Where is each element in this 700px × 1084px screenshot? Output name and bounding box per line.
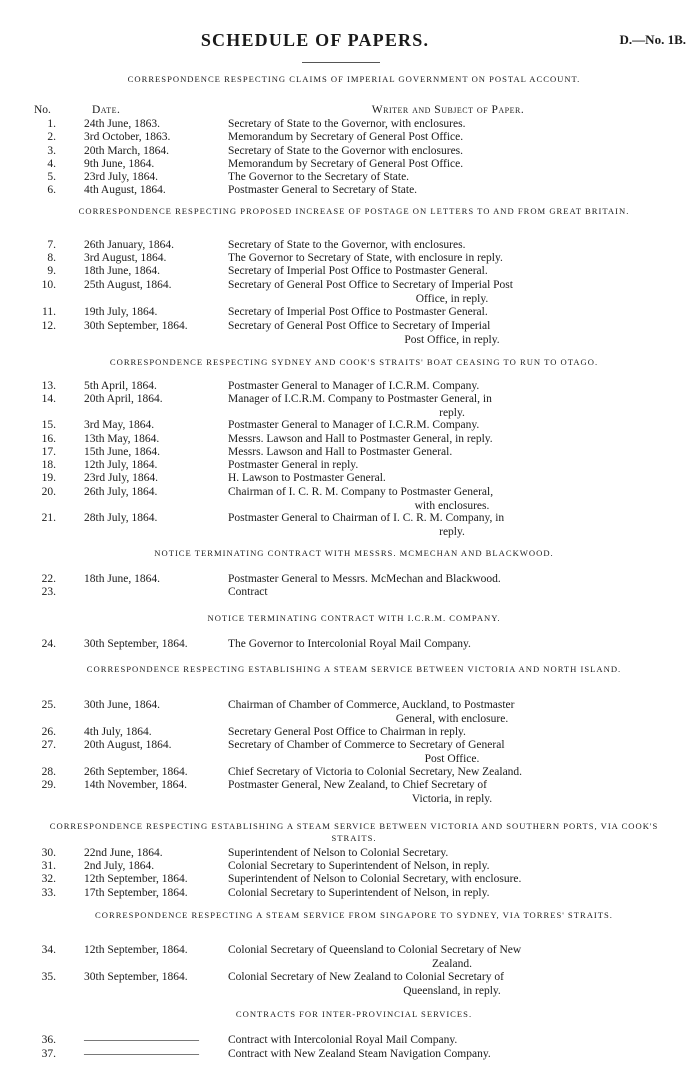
entry-description <box>228 446 676 460</box>
entry-description <box>228 887 676 901</box>
description-line: Secretary of Imperial Post Office to Postmaster General. <box>228 265 488 277</box>
entry-number: 30. <box>41 847 56 859</box>
description-continuation: Office, in reply. <box>415 292 489 305</box>
entry-date: 19th July, 1864. <box>84 306 158 318</box>
entry-description <box>228 433 676 447</box>
description-line: Secretary General Post Office to Chairman in reply. <box>228 726 466 738</box>
description-line: The Governor to Intercolonial Royal Mail Company. <box>228 638 471 650</box>
description-continuation: Post Office, in reply. <box>404 333 500 346</box>
entry-number: 36. <box>41 1034 56 1046</box>
entry-description <box>228 847 676 861</box>
entry-number: 19. <box>41 472 56 484</box>
entry-description <box>228 145 676 159</box>
entry-description <box>228 486 676 513</box>
description-line: Superintendent of Nelson to Colonial Secretary, with enclosure. <box>228 873 522 885</box>
entry-number: 17. <box>41 446 56 458</box>
entry-number: 37. <box>41 1048 56 1060</box>
entry-number: 29. <box>41 779 56 791</box>
entry-number: 26. <box>41 726 56 738</box>
entry-date: 28th July, 1864. <box>84 512 158 524</box>
entry-description <box>228 586 676 600</box>
entry-date: —————————— <box>84 1034 199 1046</box>
description-line: Colonial Secretary of Queensland to Colonial Secretary of New <box>228 944 522 956</box>
entry-number: 35. <box>41 971 56 983</box>
description-line: H. Lawson to Postmaster General. <box>228 472 386 484</box>
title-divider <box>302 62 380 63</box>
entry-date: 30th September, 1864. <box>84 320 188 332</box>
entry-description <box>228 265 676 279</box>
entry-description <box>228 171 676 185</box>
entry-description <box>228 779 676 806</box>
description-line: Postmaster General to Chairman of I. C. R. M. Company, in <box>228 512 505 524</box>
entry-date: 5th April, 1864. <box>84 380 157 392</box>
description-line: Postmaster General, New Zealand, to Chief Secretary of <box>228 779 487 791</box>
entry-number: 18. <box>41 459 56 471</box>
entry-number: 13. <box>41 380 56 392</box>
entry-description <box>228 472 676 486</box>
section-heading: CONTRACTS FOR INTER-PROVINCIAL SERVICES. <box>235 1009 473 1019</box>
description-line: The Governor to the Secretary of State. <box>228 171 410 183</box>
entry-description <box>228 739 676 766</box>
entry-date: 12th September, 1864. <box>84 873 188 885</box>
description-continuation: Zealand. <box>432 957 472 970</box>
entry-number: 14. <box>41 393 56 405</box>
description-continuation: Victoria, in reply. <box>411 792 493 805</box>
entry-number: 25. <box>41 699 56 711</box>
entry-date: 4th August, 1864. <box>84 184 166 196</box>
description-line: Contract with New Zealand Steam Navigation Company. <box>228 1048 491 1060</box>
entry-number: 31. <box>41 860 56 872</box>
description-line: Secretary of State to the Governor, with enclosures. <box>228 118 466 130</box>
entry-number: 7. <box>47 239 56 251</box>
page-title: SCHEDULE OF PAPERS. <box>200 30 430 50</box>
section-heading: CORRESPONDENCE RESPECTING CLAIMS OF IMPERIAL GOVERNMENT ON POSTAL ACCOUNT. <box>127 74 581 84</box>
entry-description <box>228 726 676 740</box>
entry-date: 30th September, 1864. <box>84 638 188 650</box>
description-line: Secretary of General Post Office to Secretary of Imperial Post <box>228 279 513 291</box>
description-line: Messrs. Lawson and Hall to Postmaster General, in reply. <box>228 433 493 445</box>
description-line: Colonial Secretary to Superintendent of Nelson, in reply. <box>228 887 490 899</box>
entry-description <box>228 944 676 971</box>
description-continuation: reply. <box>439 406 465 419</box>
entry-date: 14th November, 1864. <box>84 779 188 791</box>
description-line: Postmaster General to Secretary of State. <box>228 184 418 196</box>
description-line: Postmaster General to Manager of I.C.R.M. Company. <box>228 380 480 392</box>
section-heading: NOTICE TERMINATING CONTRACT WITH MESSRS. MCMECHAN AND BLACKWOOD. <box>154 548 554 558</box>
document-number: D.—No. 1B. <box>619 32 686 47</box>
entry-number: 3. <box>47 145 56 157</box>
entry-number: 6. <box>47 184 56 196</box>
entry-description <box>228 699 676 726</box>
entry-date: 20th March, 1864. <box>84 145 169 157</box>
description-line: Colonial Secretary to Superintendent of Nelson, in reply. <box>228 860 490 872</box>
entry-number: 24. <box>41 638 56 650</box>
description-line: Secretary of General Post Office to Secretary of Imperial <box>228 320 491 332</box>
entry-description <box>228 306 676 320</box>
entry-number: 33. <box>41 887 56 899</box>
entry-number: 28. <box>41 766 56 778</box>
entry-date: 24th June, 1863. <box>84 118 161 130</box>
description-line: Chairman of I. C. R. M. Company to Postmaster General, <box>228 486 494 498</box>
entry-description <box>228 971 676 998</box>
description-line: Chairman of Chamber of Commerce, Auckland, to Postmaster <box>228 699 515 711</box>
entry-number: 23. <box>41 586 56 598</box>
column-header-no: No. <box>34 104 51 116</box>
entry-number: 16. <box>41 433 56 445</box>
entry-number: 21. <box>41 512 56 524</box>
entry-number: 12. <box>41 320 56 332</box>
description-line: Postmaster General in reply. <box>228 459 359 471</box>
entry-description <box>228 766 676 780</box>
description-line: The Governor to Secretary of State, with enclosure in reply. <box>228 252 503 264</box>
section-heading: CORRESPONDENCE RESPECTING ESTABLISHING A STEAM SERVICE BETWEEN VICTORIA AND NORTH ISLAND. <box>86 664 622 674</box>
description-line: Secretary of State to the Governor, with enclosures. <box>228 239 466 251</box>
entry-number: 34. <box>41 944 56 956</box>
entry-number: 5. <box>47 171 56 183</box>
entry-date: 20th April, 1864. <box>84 393 163 405</box>
section-heading: CORRESPONDENCE RESPECTING PROPOSED INCREASE OF POSTAGE ON LETTERS TO AND FROM GREAT BRITAIN. <box>78 206 630 216</box>
description-line: Chief Secretary of Victoria to Colonial Secretary, New Zealand. <box>228 766 523 778</box>
entry-date: 3rd May, 1864. <box>84 419 155 431</box>
entry-description <box>228 1034 676 1048</box>
entry-date: 18th June, 1864. <box>84 573 161 585</box>
description-continuation: General, with enclosure. <box>395 712 509 725</box>
entry-description <box>228 860 676 874</box>
entry-number: 8. <box>47 252 56 264</box>
entry-date: 15th June, 1864. <box>84 446 161 458</box>
entry-date: —————————— <box>84 1048 199 1060</box>
description-continuation: Post Office. <box>424 752 480 765</box>
description-continuation: reply. <box>439 525 465 538</box>
entry-date: 18th June, 1864. <box>84 265 161 277</box>
entry-number: 32. <box>41 873 56 885</box>
entry-description <box>228 1048 676 1062</box>
section-heading: CORRESPONDENCE RESPECTING SYDNEY AND COOK'S STRAITS' BOAT CEASING TO RUN TO OTAGO. <box>109 357 599 367</box>
entry-number: 4. <box>47 158 56 170</box>
entry-description <box>228 419 676 433</box>
entry-description <box>228 459 676 473</box>
entry-description <box>228 158 676 172</box>
description-line: Contract with Intercolonial Royal Mail Company. <box>228 1034 458 1046</box>
section-heading: CORRESPONDENCE RESPECTING ESTABLISHING A STEAM SERVICE BETWEEN VICTORIA AND SOUTHERN PORTS, VIA COOK'S STRAITS. <box>49 821 659 843</box>
entry-description <box>228 320 676 347</box>
description-line: Contract <box>228 586 268 598</box>
entry-description <box>228 118 676 132</box>
entry-description <box>228 873 676 887</box>
entry-date: 3rd August, 1864. <box>84 252 167 264</box>
entry-date: 26th September, 1864. <box>84 766 188 778</box>
entry-description <box>228 638 676 652</box>
entry-date: 17th September, 1864. <box>84 887 188 899</box>
entry-description <box>228 131 676 145</box>
description-continuation: Queensland, in reply. <box>403 984 501 997</box>
description-line: Colonial Secretary of New Zealand to Colonial Secretary of <box>228 971 504 983</box>
entry-date: 4th July, 1864. <box>84 726 152 738</box>
entry-date: 12th September, 1864. <box>84 944 188 956</box>
description-line: Postmaster General to Messrs. McMechan and Blackwood. <box>228 573 501 585</box>
entry-number: 11. <box>42 306 56 318</box>
entry-number: 15. <box>41 419 56 431</box>
entry-description <box>228 252 676 266</box>
entry-date: 26th January, 1864. <box>84 239 174 251</box>
description-line: Secretary of Imperial Post Office to Postmaster General. <box>228 306 488 318</box>
entry-number: 27. <box>41 739 56 751</box>
entry-date: 3rd October, 1863. <box>84 131 171 143</box>
entry-date: 25th August, 1864. <box>84 279 172 291</box>
description-line: Secretary of Chamber of Commerce to Secretary of General <box>228 739 505 751</box>
description-continuation: with enclosures. <box>414 499 490 512</box>
entry-description <box>228 279 676 306</box>
entry-date: 22nd June, 1864. <box>84 847 163 859</box>
entry-date: 2nd July, 1864. <box>84 860 155 872</box>
entry-number: 20. <box>41 486 56 498</box>
description-line: Messrs. Lawson and Hall to Postmaster General. <box>228 446 453 458</box>
entry-date: 26th July, 1864. <box>84 486 158 498</box>
description-line: Superintendent of Nelson to Colonial Secretary. <box>228 847 449 859</box>
column-header-writer: Writer and Subject of Paper. <box>371 104 525 116</box>
entry-number: 2. <box>47 131 56 143</box>
entry-date: 13th May, 1864. <box>84 433 160 445</box>
entry-date: 30th September, 1864. <box>84 971 188 983</box>
entry-number: 9. <box>47 265 56 277</box>
description-line: Memorandum by Secretary of General Post Office. <box>228 131 464 143</box>
entry-number: 22. <box>41 573 56 585</box>
entry-date: 12th July, 1864. <box>84 459 158 471</box>
entry-date: 20th August, 1864. <box>84 739 172 751</box>
entry-description <box>228 512 676 539</box>
entry-description <box>228 184 676 198</box>
entry-date: 23rd July, 1864. <box>84 171 159 183</box>
section-heading: CORRESPONDENCE RESPECTING A STEAM SERVICE FROM SINGAPORE TO SYDNEY, VIA TORRES' STRAITS. <box>95 910 613 920</box>
entry-description <box>228 380 676 394</box>
description-line: Secretary of State to the Governor with enclosures. <box>228 145 464 157</box>
entry-date: 30th June, 1864. <box>84 699 161 711</box>
entry-description <box>228 573 676 587</box>
entry-description <box>228 393 676 420</box>
section-heading: NOTICE TERMINATING CONTRACT WITH I.C.R.M. COMPANY. <box>207 613 501 623</box>
description-line: Memorandum by Secretary of General Post Office. <box>228 158 464 170</box>
column-header-date: Date. <box>92 104 121 116</box>
entry-number: 1. <box>47 118 56 130</box>
description-line: Postmaster General to Manager of I.C.R.M. Company. <box>228 419 480 431</box>
entry-description <box>228 239 676 253</box>
entry-date: 23rd July, 1864. <box>84 472 159 484</box>
entry-date: 9th June, 1864. <box>84 158 155 170</box>
description-line: Manager of I.C.R.M. Company to Postmaster General, in <box>228 393 492 405</box>
entry-number: 10. <box>41 279 56 291</box>
